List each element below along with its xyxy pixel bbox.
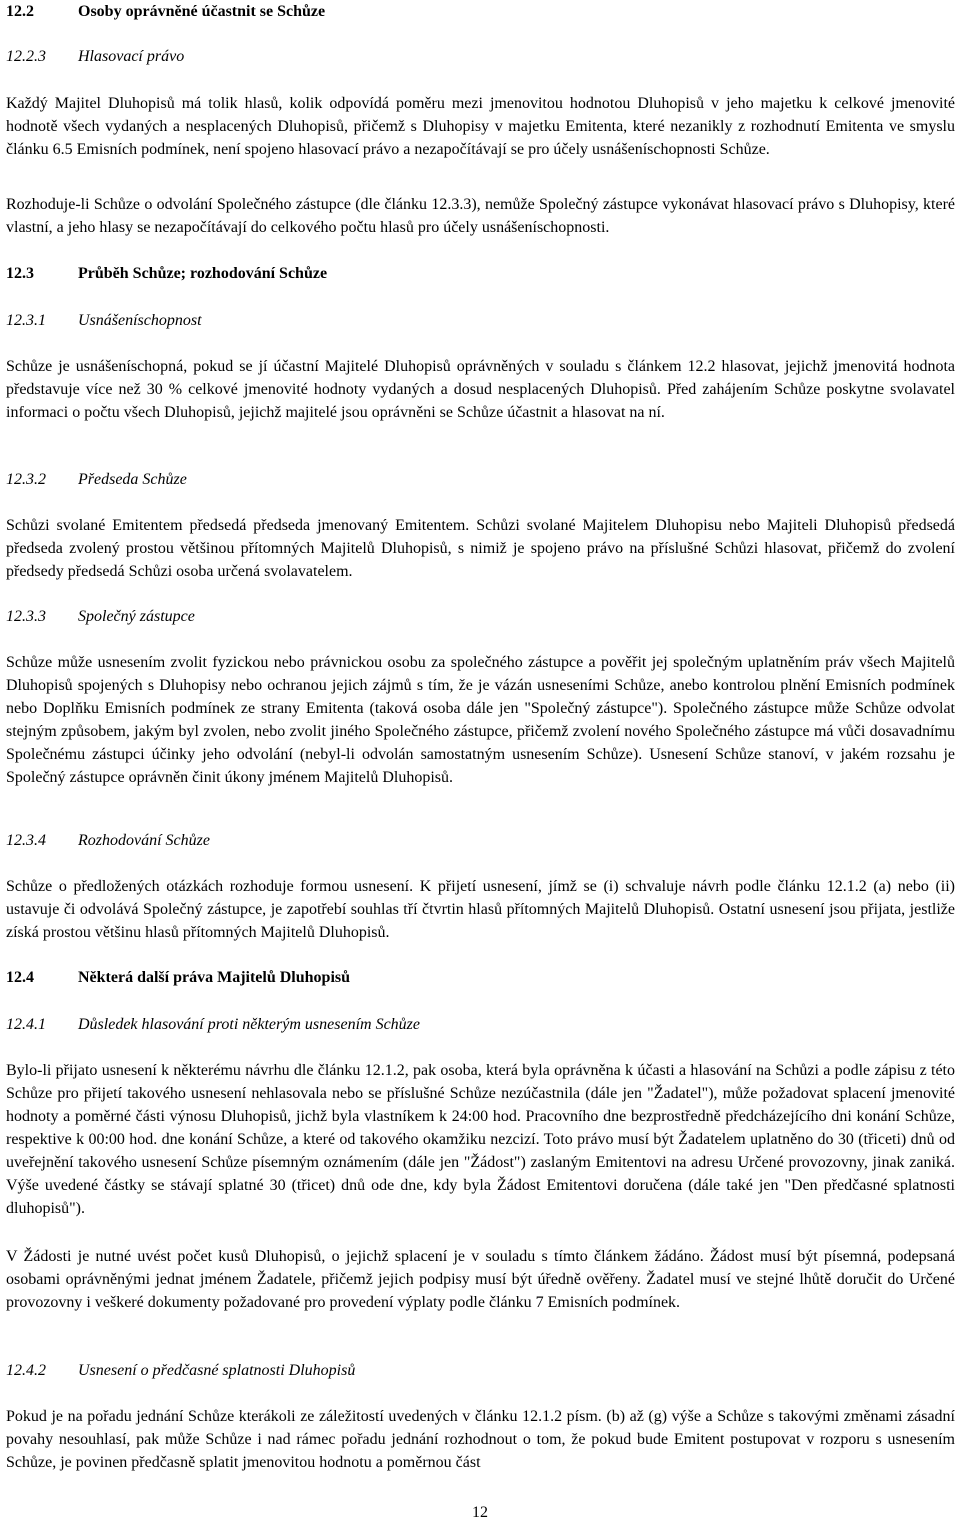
subsection-number: 12.3.4 — [6, 832, 46, 849]
subsection-number: 12.2.3 — [6, 48, 46, 65]
subsection-heading — [6, 309, 202, 332]
section-number: 12.2 — [6, 3, 34, 20]
paragraph: Schůze je usnášeníschopná, pokud se jí účastní Majitelé Dluhopisů oprávněných v souladu s článkem 12.2 hlasovat, jejichž jmenovitá hodnota představuje více než 30 % celkové jmenovité hodnoty vydaných a dosud nesplacených Dluhopisů. Před zahájením Schůze poskytne svolavatel informaci o počtu všech Dluhopisů, jejichž majitelé jsou oprávněni se Schůze účastnit a hlasovat na ní. — [6, 358, 955, 421]
section-number: 12.4 — [6, 969, 34, 986]
section-title: Některá další práva Majitelů Dluhopisů — [78, 969, 351, 986]
paragraph: Bylo-li přijato usnesení k některému návrhu dle článku 12.1.2, pak osoba, která byla oprávněna k účasti a hlasování na Schůzi a podle zápisu z této Schůze pro přijetí takového usnesení nehlasovala nebo se příslušné Schůze nezúčastnila (dále jen "Žadatel"), může požadovat splacení jmenovité hodnoty a poměrné části výnosu Dluhopisů, jichž byla vlastníkem k 24:00 hod. Pracovního dne bezprostředně předcházejícího dni konání Schůze, respektive k 00:00 hod. dne konání Schůze, a které od takového okamžiku nezcizí. Toto právo musí být Žadatelem uplatněno do 30 (třiceti) dnů od uveřejnění takového usnesení Schůze písemným oznámením (dále jen "Žádost") zaslaným Emitentovi na adresu Určené provozovny, jinak zaniká. Výše uvedené částky se stávají splatné 30 (třicet) dnů ode dne, kdy byla Žádost Emitentovi doručena (dále také jen "Den předčasné splatnosti dluhopisů"). — [6, 1062, 955, 1217]
subsection-title: Rozhodování Schůze — [78, 832, 210, 849]
subsection-title: Důsledek hlasování proti některým usnesením Schůze — [78, 1016, 420, 1033]
paragraph: Pokud je na pořadu jednání Schůze kterákoli ze záležitostí uvedených v článku 12.1.2 písm. (b) až (g) výše a Schůze s takovými změnami zásadní povahy nesouhlasí, pak může Schůze i nad rámec pořadu jednání rozhodnout o tom, že pokud bude Emitent postupovat v rozporu s usnesením Schůze, je povinen předčasně splatit jmenovitou hodnotu a poměrnou část — [6, 1408, 955, 1471]
paragraph: V Žádosti je nutné uvést počet kusů Dluhopisů, o jejichž splacení je v souladu s tímto článkem žádáno. Žádost musí být písemná, podepsaná osobami oprávněnými jednat jménem Žadatele, přičemž jejich podpisy musí být úředně ověřeny. Žadatel musí ve stejné lhůtě doručit do Určené provozovny i veškeré dokumenty požadované pro provedení výplaty podle článku 7 Emisních podmínek. — [6, 1248, 955, 1311]
subsection-title: Usnesení o předčasné splatnosti Dluhopisů — [78, 1362, 356, 1379]
subsection-title: Hlasovací právo — [78, 48, 185, 65]
paragraph: Každý Majitel Dluhopisů má tolik hlasů, kolik odpovídá poměru mezi jmenovitou hodnotou Dluhopisů v jeho majetku k celkové jmenovité hodnotě všech vydaných a nesplacených Dluhopisů, přičemž s Dluhopisy v majetku Emitenta, které nezanikly z rozhodnutí Emitenta ve smyslu článku 6.5 Emisních podmínek, není spojeno hlasovací právo a nezapočítávají se pro účely usnášeníschopnosti Schůze. — [6, 95, 955, 158]
subsection-title: Usnášeníschopnost — [78, 312, 202, 329]
subsection-heading — [6, 468, 187, 491]
paragraph: Rozhoduje-li Schůze o odvolání Společného zástupce (dle článku 12.3.3), nemůže Společný zástupce vykonávat hlasovací právo s Dluhopisy, které vlastní, a jeho hlasy se nezapočítávají do celkového počtu hlasů pro účely usnášeníschopnosti. — [6, 196, 955, 236]
subsection-heading — [6, 45, 184, 68]
paragraph: Schůzi svolané Emitentem předsedá předseda jmenovaný Emitentem. Schůzi svolané Majitelem Dluhopisu nebo Majiteli Dluhopisů předsedá předseda zvolený prostou většinou přítomných Majitelů Dluhopisů, s nimiž je spojeno právo na příslušné Schůzi hlasovat, přičemž do zvolení předsedy předsedá Schůzi osoba určená svolavatelem. — [6, 517, 955, 580]
section-heading — [6, 966, 350, 989]
section-title: Průběh Schůze; rozhodování Schůze — [78, 265, 328, 282]
subsection-number: 12.3.1 — [6, 312, 46, 329]
paragraph: Schůze může usnesením zvolit fyzickou nebo právnickou osobu za společného zástupce a pověřit jej společným uplatněním práv všech Majitelů Dluhopisů spojených s Dluhopisy nebo ochranou jejich zájmů s tím, že je vázán usneseními Schůze, anebo kontrolou plnění Emisních podmínek nebo Doplňku Emisních podmínek ze strany Emitenta (taková osoba dále jen "Společný zástupce"). Společného zástupce může Schůze odvolat stejným způsobem, jakým byl zvolen, nebo zvolit jiného Společného zástupce, přičemž zvolení nového Společného zástupce má vůči dosavadnímu Společnému zástupci účinky jeho odvolání (nebyl-li odvolán samostatným usnesením Schůze). Usnesení Schůze stanoví, v jakém rozsahu je Společný zástupce oprávněn činit úkony jménem Majitelů Dluhopisů. — [6, 654, 955, 786]
subsection-heading — [6, 1013, 420, 1036]
section-number: 12.3 — [6, 265, 34, 282]
subsection-number: 12.3.3 — [6, 608, 46, 625]
subsection-title: Předseda Schůze — [78, 471, 187, 488]
section-heading — [6, 0, 325, 23]
paragraph: Schůze o předložených otázkách rozhoduje formou usnesení. K přijetí usnesení, jímž se (i) schvaluje návrh podle článku 12.1.2 (a) nebo (ii) ustavuje či odvolává Společný zástupce, je zapotřebí souhlas tří čtvrtin hlasů přítomných Majitelů Dluhopisů. Ostatní usnesení jsou přijata, jestliže získá prostou většinu hlasů přítomných Majitelů Dluhopisů. — [6, 878, 955, 941]
subsection-heading — [6, 1359, 355, 1382]
subsection-heading — [6, 829, 210, 852]
page-number: 12 — [472, 1504, 488, 1521]
subsection-title: Společný zástupce — [78, 608, 195, 625]
section-heading — [6, 262, 327, 285]
subsection-number: 12.4.2 — [6, 1362, 46, 1379]
subsection-number: 12.4.1 — [6, 1016, 46, 1033]
section-title: Osoby oprávněné účastnit se Schůze — [78, 3, 326, 20]
subsection-number: 12.3.2 — [6, 471, 46, 488]
subsection-heading — [6, 605, 195, 628]
